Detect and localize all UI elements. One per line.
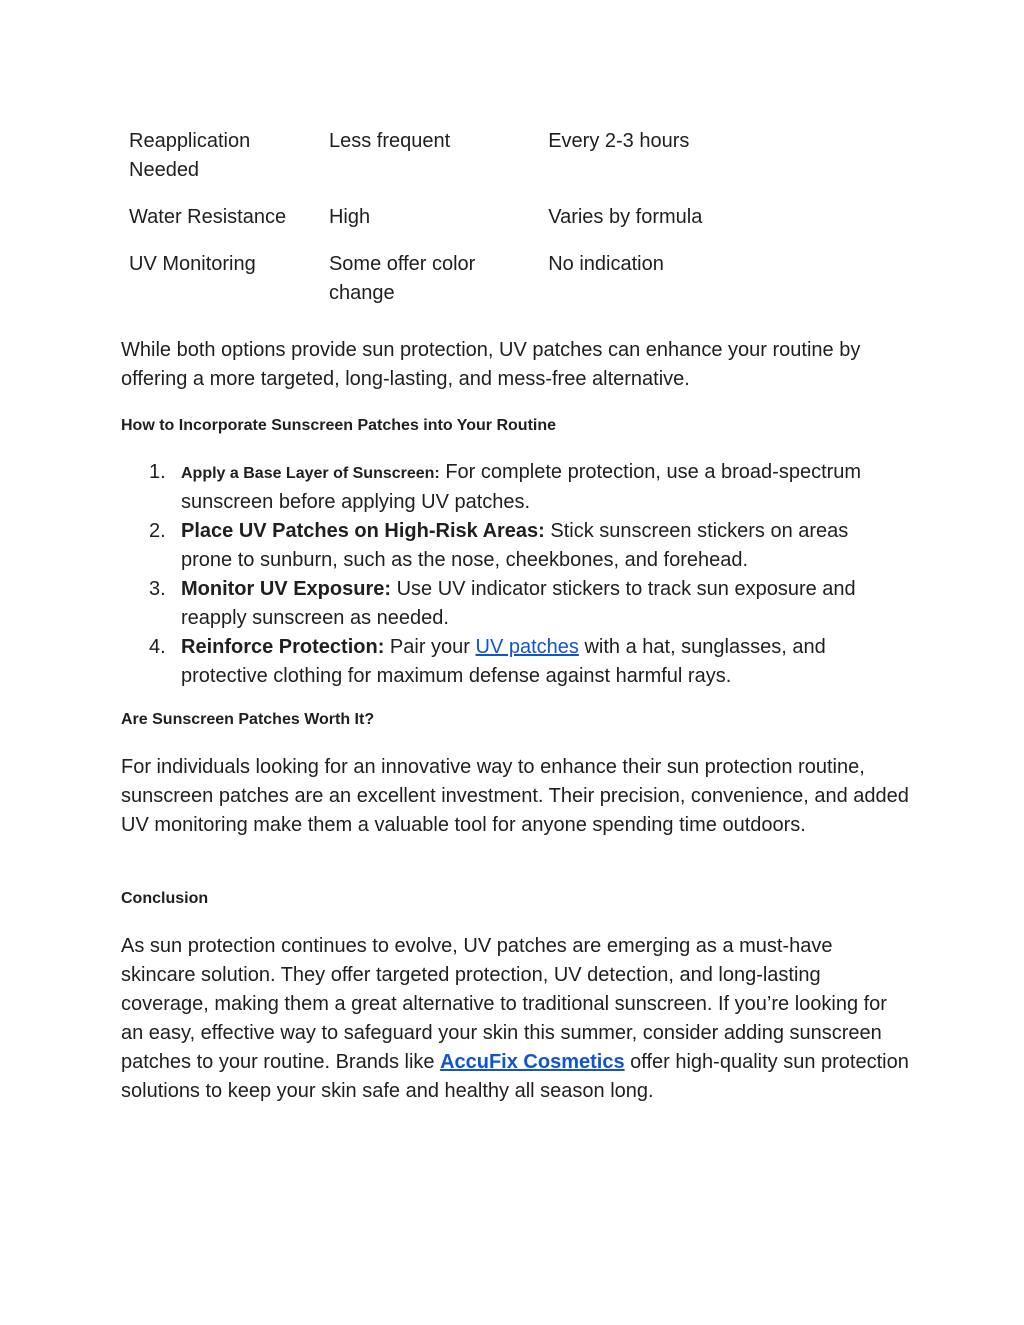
list-item-number: 1. [149,461,166,483]
conclusion-text: offer high-quality sun protection solutions to keep your skin safe and healthy all season long. [121,1051,909,1102]
conclusion-paragraph [121,932,911,1106]
table-cell: Some offer color change [328,253,476,304]
worth-it-heading: Are Sunscreen Patches Worth It? [121,711,375,728]
table-cell: No indication [548,253,664,275]
table-cell: Less frequent [328,130,451,152]
list-item [121,517,881,575]
routine-steps-list [121,458,881,691]
intro-paragraph: While both options provide sun protection, UV patches can enhance your routine by offering a more targeted, long-lasting, and mess-free alternative. [121,339,861,390]
table-cell: Varies by formula [548,206,703,228]
routine-heading: How to Incorporate Sunscreen Patches into Your Routine [121,417,557,434]
table-cell: UV Monitoring [129,253,256,275]
worth-it-paragraph: For individuals looking for an innovative way to enhance their sun protection routine, sunscreen patches are an excellent investment. Their precision, convenience, and added UV monitoring make them a valuable tool for anyone spending time outdoors. [121,756,909,836]
list-item-number: 3. [149,578,166,600]
conclusion-text: As sun protection continues to evolve, UV patches are emerging as a must-have skincare solution. They offer targeted protection, UV detection, and long-lasting coverage, making them a great alternative to traditional sunscreen. If you’re looking for an easy, effective way to safeguard your skin this summer, consider adding sunscreen patches to your routine. Brands like [121,935,887,1073]
list-item-number: 4. [149,636,166,658]
comparison-table [121,127,861,326]
step-text: For complete protection, use a broad-spectrum sunscreen before applying UV patches. [181,461,862,513]
step-title: Reinforce Protection: [181,636,385,658]
step-text: Stick sunscreen stickers on areas prone to sunburn, such as the nose, cheekbones, and forehead. [181,520,849,571]
table-cell: High [328,206,371,228]
table-cell: Every 2-3 hours [548,130,690,152]
table-row [121,127,861,203]
accufix-cosmetics-link[interactable]: AccuFix Cosmetics [440,1051,625,1073]
step-title: Monitor UV Exposure: [181,578,392,600]
table-row [121,250,861,326]
table-cell: Water Resistance [129,206,287,228]
list-item [121,633,881,691]
uv-patches-link[interactable]: UV patches [475,636,579,658]
list-item [121,458,881,517]
step-title: Place UV Patches on High-Risk Areas: [181,520,545,542]
step-text: Pair your [384,636,476,658]
step-text: Use UV indicator stickers to track sun exposure and reapply sunscreen as needed. [181,578,856,629]
table-row [121,203,861,250]
step-title: Apply a Base Layer of Sunscreen: [181,465,440,482]
step-text: with a hat, sunglasses, and protective clothing for maximum defense against harmful rays. [181,636,826,687]
conclusion-heading: Conclusion [121,890,209,907]
table-cell: Reapplication Needed [129,130,251,181]
list-item [121,575,881,633]
list-item-number: 2. [149,520,166,542]
